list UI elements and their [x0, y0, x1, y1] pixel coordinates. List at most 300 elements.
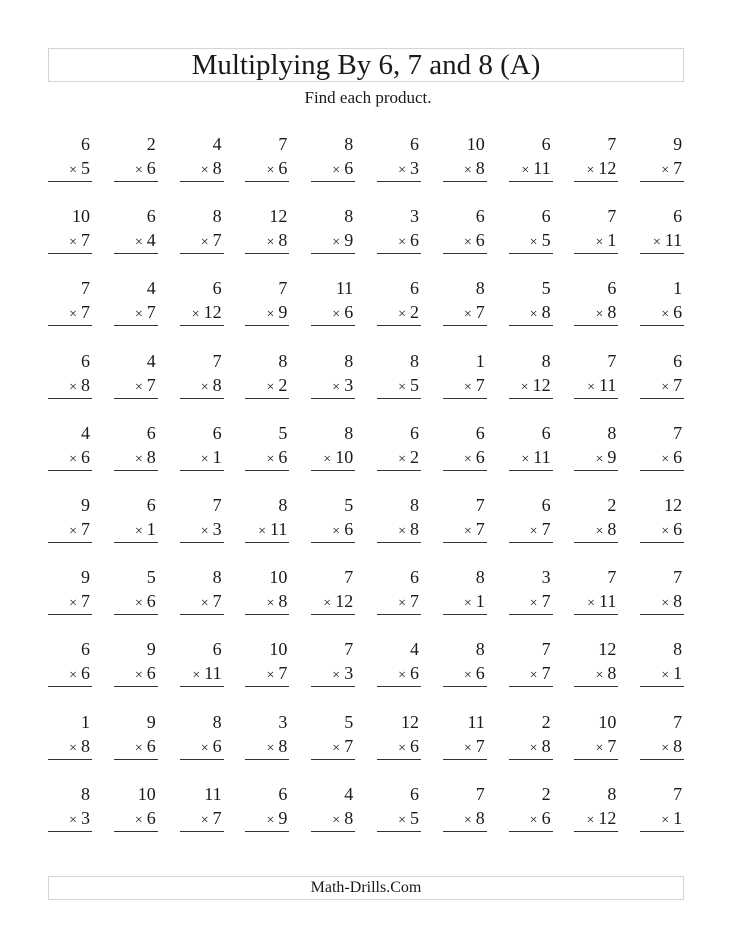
times-icon: ×: [200, 163, 209, 178]
multiplicand: 8: [475, 567, 485, 588]
answer-line: [114, 542, 158, 543]
multiplicand: 1: [81, 711, 90, 732]
problem-row: [48, 635, 688, 707]
problem: [574, 419, 618, 491]
problem: [640, 347, 684, 419]
times-icon: ×: [332, 740, 341, 756]
multiplier: 9: [278, 807, 288, 828]
multiplier: 3: [212, 518, 222, 539]
answer-line: [245, 614, 289, 615]
multiplier: 12: [598, 158, 617, 178]
multiplier-line: [332, 736, 353, 759]
times-icon: ×: [661, 596, 670, 612]
problem-row: [48, 419, 688, 491]
multiplicand: 3: [541, 567, 551, 588]
answer-line: [509, 686, 553, 687]
answer-line: [574, 759, 618, 760]
multiplier-line: [69, 302, 90, 325]
multiplier-line: [201, 808, 222, 831]
multiplier: 7: [475, 735, 485, 756]
multiplier-line: [69, 591, 90, 614]
problem: [377, 274, 421, 346]
multiplier-line: [464, 808, 485, 831]
multiplier-line: [398, 158, 419, 181]
problem-row: [48, 202, 688, 274]
multiplier: 7: [146, 374, 156, 395]
multiplicand: 5: [541, 278, 551, 299]
answer-line: [640, 831, 684, 832]
page-title: Multiplying By 6, 7 and 8 (A): [191, 48, 541, 81]
multiplier-line: [332, 519, 353, 542]
times-icon: ×: [520, 379, 529, 395]
times-icon: ×: [266, 307, 275, 323]
multiplier-line: [332, 808, 353, 831]
multiplicand: 6: [541, 494, 551, 515]
problem: [114, 202, 158, 274]
problem: [509, 419, 553, 491]
multiplier-line: [135, 447, 156, 470]
problem-row: [48, 780, 688, 852]
answer-line: [311, 181, 355, 182]
multiplicand: 6: [81, 134, 90, 154]
problem: [245, 563, 289, 635]
problem-row: [48, 274, 688, 346]
problem: [443, 491, 487, 563]
multiplier-line: [258, 519, 287, 542]
answer-line: [377, 542, 421, 543]
multiplier-line: [653, 230, 682, 253]
multiplier-line: [266, 158, 287, 181]
multiplier-line: [661, 736, 682, 759]
multiplier: 6: [475, 230, 485, 251]
multiplier: 8: [81, 735, 90, 756]
multiplier: 2: [278, 374, 288, 395]
problem: [180, 563, 224, 635]
multiplicand: 6: [146, 494, 156, 515]
times-icon: ×: [200, 596, 209, 612]
multiplier: 8: [409, 518, 419, 539]
multiplier: 7: [607, 735, 617, 756]
problem: [377, 347, 421, 419]
multiplier-line: [661, 519, 682, 542]
multiplicand: 1: [475, 350, 485, 371]
multiplicand: 6: [81, 639, 90, 660]
answer-line: [640, 398, 684, 399]
multiplicand: 6: [278, 783, 288, 804]
multiplicand: 7: [607, 350, 617, 371]
problem-grid: [48, 130, 688, 852]
multiplicand: 8: [409, 350, 419, 371]
multiplier-line: [266, 447, 287, 470]
multiplier: 9: [278, 302, 288, 323]
multiplier-line: [595, 302, 616, 325]
times-icon: ×: [200, 523, 209, 539]
multiplier: 8: [607, 518, 617, 539]
multiplier: 7: [673, 158, 683, 178]
problem: [574, 130, 618, 202]
answer-line: [574, 831, 618, 832]
multiplier: 7: [475, 374, 485, 395]
multiplier: 11: [599, 374, 617, 395]
multiplier: 8: [607, 663, 617, 684]
multiplier-line: [332, 230, 353, 253]
multiplicand: 8: [344, 134, 354, 154]
answer-line: [509, 759, 553, 760]
times-icon: ×: [134, 523, 143, 539]
times-icon: ×: [463, 307, 472, 323]
answer-line: [509, 831, 553, 832]
multiplicand: 4: [146, 350, 156, 371]
times-icon: ×: [332, 235, 341, 251]
multiplier-line: [135, 591, 156, 614]
problem: [574, 274, 618, 346]
multiplier-line: [464, 158, 485, 181]
multiplier: 11: [204, 663, 222, 684]
multiplicand: 6: [409, 134, 419, 154]
multiplicand: 7: [673, 783, 683, 804]
multiplier-line: [521, 158, 550, 181]
multiplier: 8: [212, 158, 222, 178]
multiplicand: 8: [475, 639, 485, 660]
multiplier: 5: [81, 158, 90, 178]
multiplicand: 7: [673, 422, 683, 443]
times-icon: ×: [191, 307, 200, 323]
multiplicand: 2: [146, 134, 156, 154]
multiplier: 6: [146, 663, 156, 684]
times-icon: ×: [134, 379, 143, 395]
multiplicand: 5: [344, 494, 354, 515]
multiplier-line: [398, 302, 419, 325]
multiplier: 5: [409, 374, 419, 395]
problem: [443, 708, 487, 780]
multiplier: 6: [81, 446, 90, 467]
multiplicand: 11: [467, 711, 485, 732]
problem: [245, 419, 289, 491]
multiplier: 3: [81, 807, 90, 828]
problem: [443, 635, 487, 707]
multiplicand: 10: [72, 206, 90, 227]
times-icon: ×: [266, 812, 275, 828]
problem: [245, 130, 289, 202]
times-icon: ×: [134, 163, 143, 178]
multiplicand: 6: [607, 278, 617, 299]
multiplicand: 6: [212, 422, 222, 443]
multiplier-line: [661, 663, 682, 686]
multiplicand: 4: [81, 422, 90, 443]
footer-box: [48, 876, 684, 900]
answer-line: [180, 470, 224, 471]
answer-line: [574, 398, 618, 399]
multiplier: 8: [607, 302, 617, 323]
multiplier: 11: [533, 158, 551, 178]
times-icon: ×: [134, 812, 143, 828]
multiplier-line: [464, 447, 485, 470]
problem: [48, 202, 92, 274]
answer-line: [640, 181, 684, 182]
multiplier-line: [398, 230, 419, 253]
times-icon: ×: [398, 668, 406, 684]
multiplicand: 6: [146, 422, 156, 443]
multiplicand: 6: [409, 422, 419, 443]
answer-line: [509, 542, 553, 543]
multiplier: 8: [541, 735, 551, 756]
times-icon: ×: [266, 163, 275, 178]
multiplier: 8: [81, 374, 90, 395]
multiplicand: 5: [278, 422, 288, 443]
times-icon: ×: [521, 451, 530, 467]
times-icon: ×: [69, 379, 77, 395]
times-icon: ×: [200, 812, 209, 828]
multiplicand: 5: [146, 567, 156, 588]
problem: [377, 708, 421, 780]
times-icon: ×: [134, 596, 143, 612]
multiplier: 12: [532, 374, 551, 395]
multiplier: 7: [81, 230, 90, 251]
answer-line: [114, 398, 158, 399]
answer-line: [574, 686, 618, 687]
answer-line: [245, 831, 289, 832]
times-icon: ×: [266, 668, 275, 684]
answer-line: [245, 686, 289, 687]
times-icon: ×: [266, 451, 275, 467]
multiplier: 7: [212, 230, 222, 251]
times-icon: ×: [323, 451, 332, 467]
problem: [377, 635, 421, 707]
multiplicand: 7: [344, 639, 354, 660]
multiplicand: 6: [475, 422, 485, 443]
multiplicand: 7: [607, 206, 617, 227]
problem: [180, 130, 224, 202]
multiplicand: 6: [541, 206, 551, 227]
multiplicand: 6: [212, 278, 222, 299]
times-icon: ×: [69, 307, 77, 323]
multiplier-line: [661, 158, 682, 181]
multiplicand: 6: [409, 783, 419, 804]
multiplicand: 7: [541, 639, 551, 660]
multiplier-line: [323, 591, 353, 614]
problem: [509, 491, 553, 563]
multiplicand: 11: [335, 278, 354, 299]
multiplier: 7: [409, 591, 419, 612]
answer-line: [377, 614, 421, 615]
multiplier: 6: [673, 518, 683, 539]
problem: [245, 708, 289, 780]
problem: [114, 780, 158, 852]
multiplier: 1: [673, 807, 683, 828]
problem: [114, 635, 158, 707]
multiplier: 8: [475, 158, 485, 178]
multiplicand: 8: [212, 711, 222, 732]
instructions: Find each product.: [304, 88, 432, 107]
times-icon: ×: [661, 307, 670, 323]
multiplier-line: [266, 302, 287, 325]
multiplier-line: [398, 663, 419, 686]
problem: [574, 708, 618, 780]
times-icon: ×: [661, 668, 670, 684]
times-icon: ×: [463, 812, 472, 828]
problem: [114, 274, 158, 346]
times-icon: ×: [332, 379, 341, 395]
times-icon: ×: [69, 451, 77, 467]
answer-line: [311, 614, 355, 615]
times-icon: ×: [521, 163, 530, 178]
answer-line: [48, 686, 92, 687]
multiplier: 6: [409, 230, 419, 251]
problem: [377, 780, 421, 852]
problem-row: [48, 130, 688, 202]
multiplicand: 3: [409, 206, 419, 227]
multiplicand: 8: [212, 206, 222, 227]
multiplier-line: [530, 302, 551, 325]
multiplier: 6: [673, 302, 683, 323]
problem: [48, 274, 92, 346]
problem: [114, 491, 158, 563]
multiplier-line: [201, 230, 222, 253]
times-icon: ×: [463, 379, 472, 395]
times-icon: ×: [332, 668, 341, 684]
times-icon: ×: [595, 523, 604, 539]
multiplicand: 12: [269, 206, 288, 227]
times-icon: ×: [661, 523, 670, 539]
multiplier-line: [69, 158, 90, 181]
multiplicand: 8: [607, 783, 617, 804]
answer-line: [245, 470, 289, 471]
multiplier-line: [661, 591, 682, 614]
problem: [180, 780, 224, 852]
problem: [443, 274, 487, 346]
times-icon: ×: [661, 451, 670, 467]
problem: [180, 708, 224, 780]
times-icon: ×: [587, 596, 596, 612]
multiplier: 7: [146, 302, 156, 323]
multiplicand: 6: [541, 422, 551, 443]
multiplicand: 7: [212, 350, 222, 371]
problem: [574, 635, 618, 707]
answer-line: [574, 253, 618, 254]
multiplicand: 10: [137, 783, 156, 804]
answer-line: [114, 831, 158, 832]
problem: [48, 491, 92, 563]
times-icon: ×: [595, 451, 604, 467]
times-icon: ×: [134, 740, 143, 756]
answer-line: [377, 398, 421, 399]
multiplicand: 7: [607, 134, 617, 154]
times-icon: ×: [332, 812, 341, 828]
multiplier: 1: [475, 591, 485, 612]
multiplier: 6: [409, 663, 419, 684]
problem: [443, 419, 487, 491]
problem: [48, 780, 92, 852]
multiplicand: 5: [344, 711, 354, 732]
multiplicand: 6: [212, 639, 222, 660]
multiplier-line: [332, 375, 353, 398]
times-icon: ×: [463, 235, 472, 251]
problem: [311, 635, 355, 707]
times-icon: ×: [661, 379, 670, 395]
multiplier: 8: [212, 374, 222, 395]
problem-row: [48, 563, 688, 635]
answer-line: [443, 542, 487, 543]
title-box: [48, 48, 684, 82]
times-icon: ×: [595, 668, 604, 684]
times-icon: ×: [587, 379, 596, 395]
times-icon: ×: [463, 596, 472, 612]
answer-line: [245, 542, 289, 543]
multiplier-line: [69, 230, 90, 253]
multiplicand: 10: [466, 134, 485, 154]
times-icon: ×: [134, 668, 143, 684]
answer-line: [509, 253, 553, 254]
multiplicand: 7: [278, 278, 288, 299]
multiplier: 11: [599, 591, 617, 612]
times-icon: ×: [529, 596, 538, 612]
multiplier: 6: [344, 158, 354, 178]
multiplier-line: [69, 519, 90, 542]
multiplier: 7: [212, 807, 222, 828]
multiplicand: 9: [81, 494, 90, 515]
multiplier: 4: [146, 230, 156, 251]
answer-line: [443, 181, 487, 182]
footer-site: Math-Drills.Com: [310, 879, 422, 896]
multiplier: 12: [335, 591, 354, 612]
multiplicand: 4: [409, 639, 419, 660]
answer-line: [245, 181, 289, 182]
multiplicand: 6: [81, 350, 90, 371]
times-icon: ×: [661, 163, 670, 178]
problem: [574, 780, 618, 852]
times-icon: ×: [266, 596, 275, 612]
answer-line: [48, 253, 92, 254]
multiplicand: 8: [344, 350, 354, 371]
multiplicand: 4: [212, 134, 222, 154]
times-icon: ×: [323, 596, 332, 612]
problem: [377, 491, 421, 563]
answer-line: [180, 181, 224, 182]
answer-line: [180, 686, 224, 687]
problem: [509, 563, 553, 635]
multiplier-line: [530, 736, 551, 759]
answer-line: [509, 398, 553, 399]
multiplier-line: [530, 808, 551, 831]
answer-line: [311, 759, 355, 760]
multiplier: 6: [81, 663, 90, 684]
answer-line: [443, 614, 487, 615]
multiplier-line: [266, 230, 287, 253]
multiplier: 6: [278, 158, 288, 178]
problem: [180, 274, 224, 346]
answer-line: [377, 759, 421, 760]
multiplier: 3: [344, 374, 354, 395]
answer-line: [180, 831, 224, 832]
problem: [180, 419, 224, 491]
times-icon: ×: [661, 740, 670, 756]
multiplier: 10: [335, 446, 354, 467]
times-icon: ×: [595, 307, 604, 323]
multiplier-line: [661, 447, 682, 470]
multiplier-line: [398, 375, 419, 398]
multiplicand: 8: [278, 494, 288, 515]
multiplier-line: [332, 302, 353, 325]
multiplier-line: [135, 808, 156, 831]
times-icon: ×: [192, 668, 201, 684]
answer-line: [640, 470, 684, 471]
multiplicand: 9: [146, 639, 156, 660]
problem: [114, 708, 158, 780]
times-icon: ×: [266, 740, 275, 756]
problem: [114, 419, 158, 491]
multiplicand: 7: [673, 567, 683, 588]
multiplicand: 9: [81, 567, 90, 588]
